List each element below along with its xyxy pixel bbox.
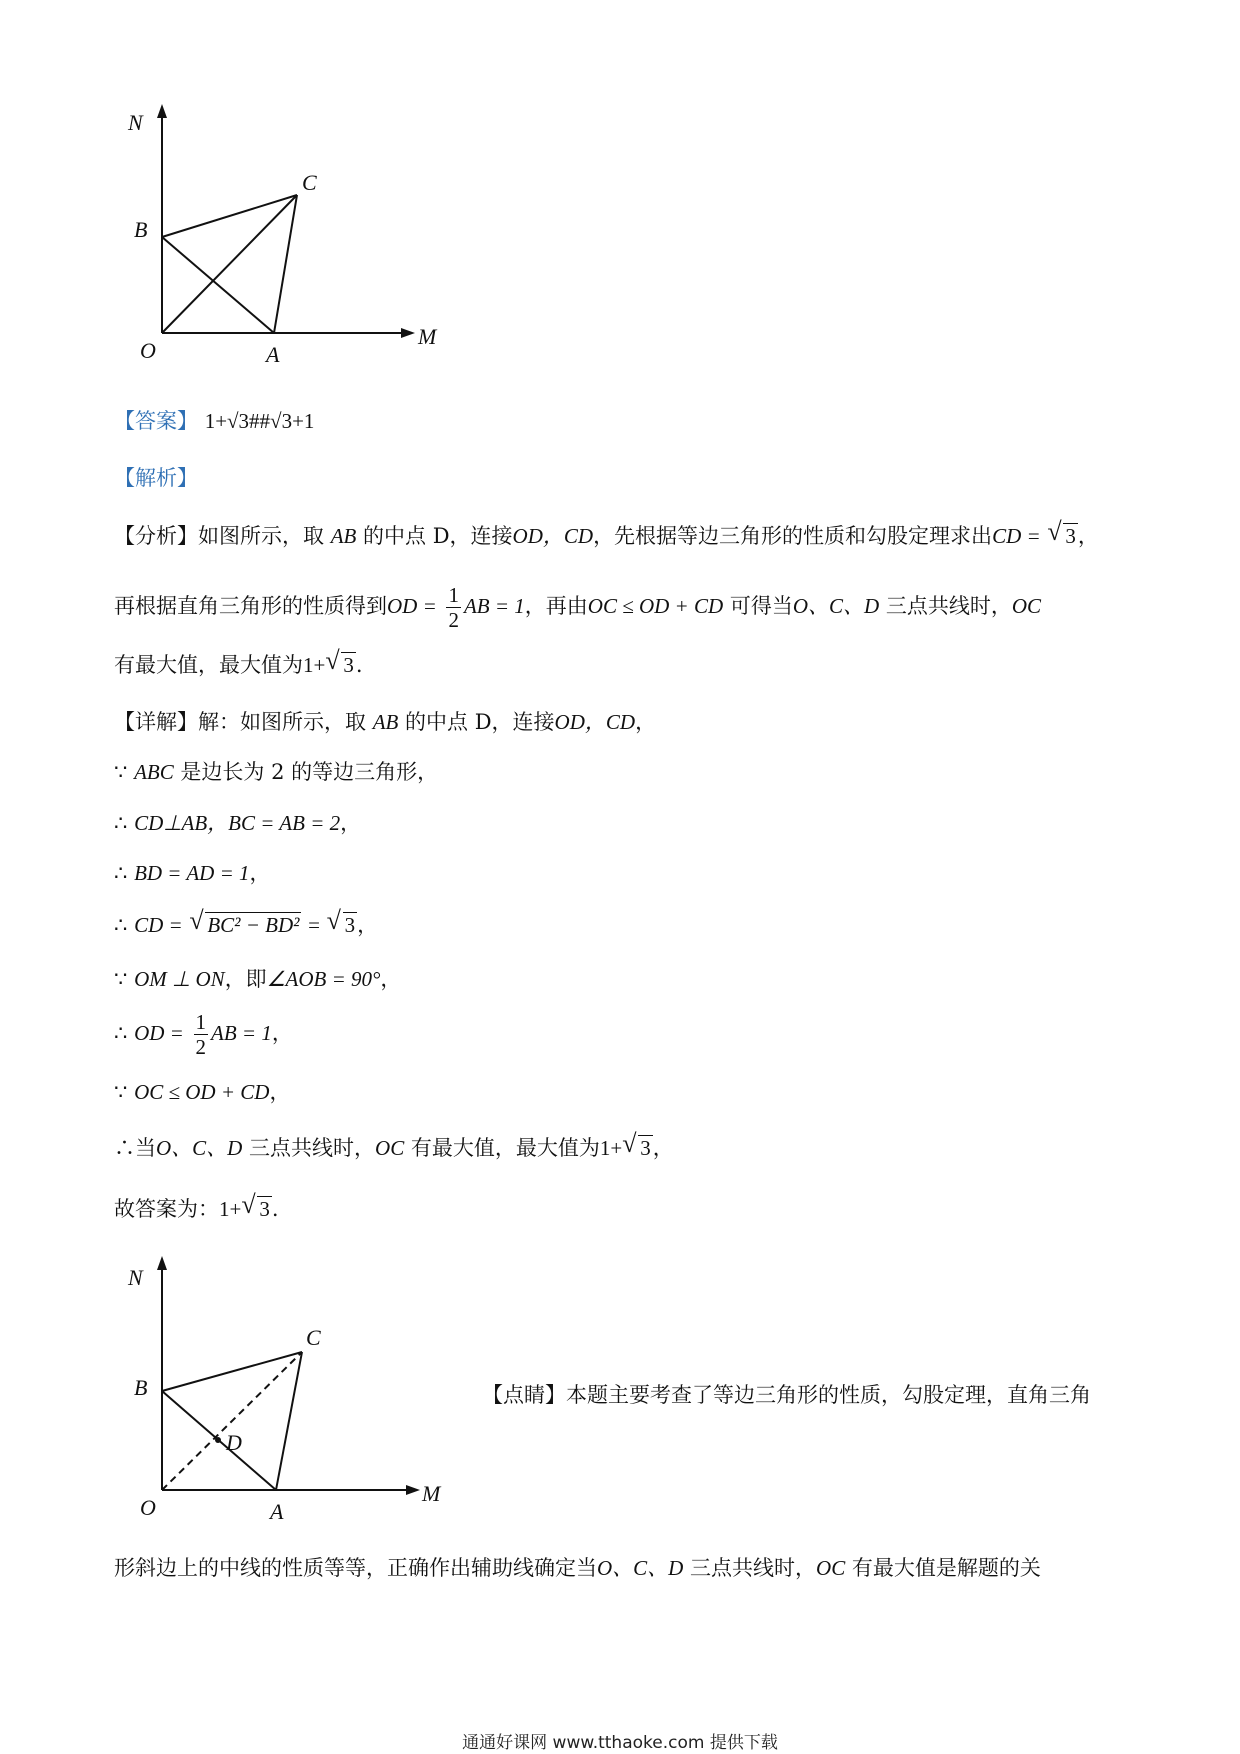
footer: 通通好课网 www.tthaoke.com 提供下载: [462, 1733, 778, 1753]
math: CD =: [134, 913, 183, 937]
text: 的中点 D，连接: [405, 710, 555, 734]
text: 有最大值，最大值为: [410, 1136, 600, 1160]
analysis-line-3: [114, 650, 363, 680]
text: 三点共线时，: [690, 1556, 817, 1580]
text: ，: [1077, 524, 1099, 548]
comment-tag: 【点睛】: [482, 1383, 566, 1407]
label-c: C: [302, 170, 317, 195]
sqrt: √ 3: [325, 650, 356, 680]
math: OC ≤ OD + CD: [587, 594, 724, 618]
text: 的中点 D，连接: [363, 524, 513, 548]
detail-line-1: [114, 757, 438, 787]
label-b-2: B: [134, 1375, 148, 1400]
text: 三点共线时，: [885, 594, 1012, 618]
text: 再根据直角三角形的性质得到: [114, 594, 387, 618]
text: ，即: [224, 967, 267, 991]
math: OD =: [387, 594, 437, 618]
geometry-figure-1: [120, 100, 460, 370]
math: AB: [372, 710, 399, 734]
text: 本题主要考查了等边三角形的性质，勾股定理，直角三角: [566, 1383, 1091, 1407]
label-d-2: D: [226, 1430, 242, 1455]
text: 形斜边上的中线的性质等等，正确作出辅助线确定当: [114, 1556, 597, 1580]
fraction: $\frac{1}{2}$: [448, 583, 459, 632]
math: OC: [816, 1556, 846, 1580]
text: ，: [271, 1021, 293, 1045]
sqrt: √ BC² − BD²: [189, 910, 301, 940]
text: 有最大值，最大值为: [114, 653, 303, 677]
math: BD = AD = 1: [134, 861, 250, 885]
text: ∴当: [114, 1136, 156, 1160]
label-m: M: [418, 324, 437, 349]
text: ∵: [114, 1080, 128, 1104]
math: AB = 1: [463, 594, 525, 618]
math: O、C、D: [792, 594, 880, 618]
text: .: [355, 653, 363, 677]
text: ，: [380, 967, 402, 991]
answer-text: 1+√3##√3+1: [204, 409, 315, 433]
text: ，: [635, 710, 657, 734]
text: 可得当: [729, 594, 793, 618]
math: OD，CD: [512, 524, 594, 548]
label-b: B: [134, 217, 148, 242]
label-a-2: A: [270, 1499, 284, 1524]
detail-line-9: [114, 1194, 279, 1224]
math: OD =: [134, 1021, 184, 1045]
math: 1+: [599, 1136, 623, 1160]
text: ∵: [114, 760, 128, 784]
analysis-line-1: [114, 521, 1099, 551]
math: CD =: [992, 524, 1041, 548]
math: 1+: [219, 1197, 242, 1221]
math: OM ⊥ ON: [134, 967, 225, 991]
text: 解：如图所示，取: [198, 710, 366, 734]
sqrt: √ 3: [327, 910, 358, 940]
math: CD⊥AB，BC = AB = 2: [134, 811, 341, 835]
text: ，: [249, 861, 271, 885]
text: ，: [269, 1080, 291, 1104]
math: =: [308, 913, 320, 937]
text: ，先根据等边三角形的性质和勾股定理求出: [593, 524, 993, 548]
detail-line-8: [114, 1133, 674, 1163]
label-a: A: [266, 342, 280, 367]
analysis-line-2: [114, 578, 1041, 634]
label-c-2: C: [306, 1325, 321, 1350]
comment-line-1: [482, 1380, 1091, 1410]
detail-line-6: [114, 1005, 293, 1061]
text: 故答案为：: [114, 1197, 219, 1221]
jiexi-line: [114, 463, 198, 493]
text: ，: [340, 811, 362, 835]
text: ∴: [114, 913, 128, 937]
math: OC: [375, 1136, 405, 1160]
math: AB = 1: [211, 1021, 272, 1045]
text: ∴: [114, 811, 128, 835]
detail-line-4: [114, 910, 378, 940]
fraction: $\frac{1}{2}$: [195, 1010, 207, 1059]
detail-tag: 【详解】: [114, 710, 198, 734]
geometry-figure-2: [120, 1250, 460, 1525]
math: ABC: [134, 760, 174, 784]
math: AB: [330, 524, 357, 548]
analysis-tag: 【分析】: [114, 524, 198, 548]
label-n-2: N: [128, 1265, 143, 1290]
text: 三点共线时，: [249, 1136, 376, 1160]
detail-line-2: [114, 808, 361, 838]
text: 是边长为 2 的等边三角形，: [180, 760, 439, 784]
jiexi-tag: 【解析】: [114, 466, 198, 490]
detail-line-7: [114, 1077, 290, 1107]
text: ∴: [114, 861, 128, 885]
math: OD，CD: [554, 710, 636, 734]
detail-line-3: [114, 858, 271, 888]
detail-line-5: [114, 964, 401, 994]
text: .: [271, 1197, 279, 1221]
math: 1+: [303, 653, 326, 677]
text: ∵: [114, 967, 128, 991]
text: ，再由: [524, 594, 588, 618]
sqrt: √ 3: [241, 1194, 272, 1224]
sqrt: √ 3: [622, 1133, 653, 1163]
text: 有最大值是解题的关: [851, 1556, 1041, 1580]
answer-tag: 【答案】: [114, 409, 198, 433]
text: ，: [357, 913, 379, 937]
math: O、C、D: [597, 1556, 684, 1580]
label-o: O: [140, 338, 156, 363]
math: OC ≤ OD + CD: [134, 1080, 270, 1104]
text: ∴: [114, 1021, 128, 1045]
comment-line-2: [114, 1553, 1041, 1583]
math: ∠AOB = 90°: [266, 967, 381, 991]
sqrt: √ 3: [1047, 521, 1078, 551]
answer-line: [114, 406, 314, 436]
math: OC: [1011, 594, 1042, 618]
label-n: N: [128, 110, 143, 135]
label-m-2: M: [422, 1481, 441, 1506]
label-o-2: O: [140, 1495, 156, 1520]
detail-line-0: [114, 707, 656, 737]
math: O、C、D: [156, 1136, 243, 1160]
text: 如图所示，取: [198, 524, 324, 548]
text: ，: [652, 1136, 674, 1160]
